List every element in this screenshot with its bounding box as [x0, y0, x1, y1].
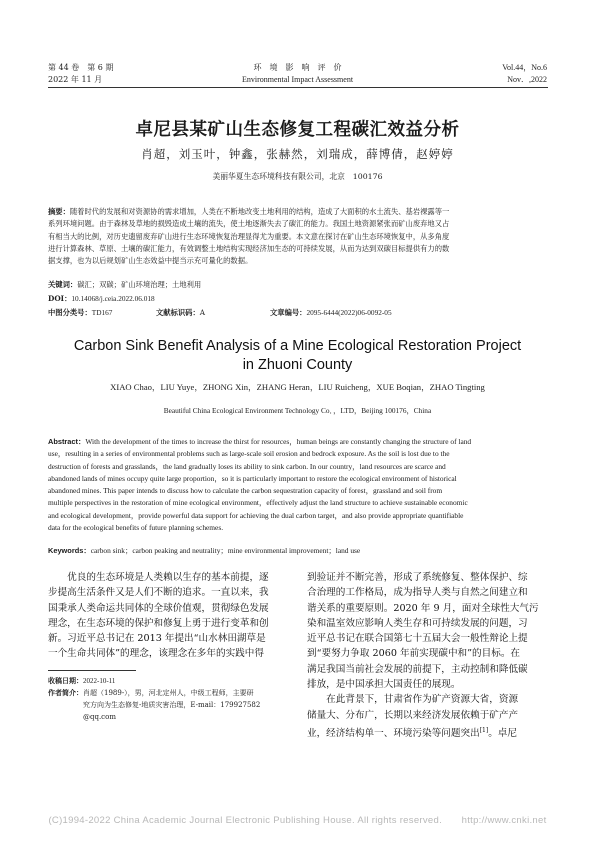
en-abstract-line: abandoned lands of mines occupy quite large proportion，so it is particularly important to restore the ecological environment of historical	[48, 473, 457, 483]
en-abstract	[48, 436, 548, 534]
body-right-column	[307, 570, 548, 741]
clc-number: 中图分类号：TD167	[48, 308, 113, 317]
article-number: 文章编号：2095-6444(2022)06-0092-05	[270, 308, 392, 317]
cn-abstract-line: 进行计算森林、草原、土壤的碳汇能力，有效调整土地结构实现经济加生态的可持续发展，从而为达到双碳目标提供有力的数	[48, 243, 450, 253]
header-journal-en: Environmental Impact Assessment	[241, 75, 354, 84]
body-line: 到“要努力争取 2060 年前实现碳中和”的目标。在	[307, 648, 521, 660]
cn-keywords-label: 关键词：	[48, 280, 78, 289]
body-line: 一个生命共同体”的理念，该理念在多年的实践中得	[48, 648, 264, 660]
en-authors: XIAO Chao，LIU Yuye，ZHONG Xin，ZHANG Heran，LIU Ruicheng，XUE Boqian，ZHAO Tingting	[110, 382, 485, 392]
cnki-watermark: (C)1994-2022 China Academic Journal Electronic Publishing House. All rights reserved. http://www.cnki.net	[48, 815, 547, 826]
en-keywords: Keywords：carbon sink；carbon peaking and neutrality；mine environmental improvement；land use	[48, 546, 361, 555]
body-line: 在此背景下，甘肃省作为矿产资源大省，资源	[307, 694, 519, 706]
header-date: 2022 年 11 月	[48, 75, 103, 84]
cn-abstract-line: 摘要：随着时代的发展和对资源协的需求增加，人类在不断地改变土地利用的结构，造成了大面积的水土流失、基岩裸露等一	[48, 207, 450, 216]
en-affiliation: Beautiful China Ecological Environment Technology Co．，LTD，Beijing 100176，China	[163, 406, 432, 415]
header-vol-no: Vol.44，No.6	[502, 63, 547, 72]
citation-ref[interactable]: [1]	[479, 726, 489, 734]
body-line: 合治理的工作格局，成为指导人类与自然之间建立和	[307, 587, 528, 599]
en-title: Carbon Sink Benefit Analysis of a Mine Ecological Restoration Project in Zhuoni County	[73, 338, 522, 373]
author-bio-line: 究方向为生态修复-地质灾害治理，E-mail：179927582	[83, 701, 261, 709]
body-line: 染和温室效应影响人类生存和可持续发展的问题，习	[307, 617, 528, 629]
author-bio-line: 肖超（1989-），男，河北定州人，中级工程师，主要研	[83, 689, 254, 697]
body-line: 满足我国当前社会发展的前提下，主动控制和降低碳	[307, 663, 528, 675]
en-abstract-line: multiple perspectives in the restoration of mine ecological environment，effectively adjust the land structure to achieve sustainable economic	[48, 498, 468, 508]
body-line: 步提高生活条件又是人们不断的追求。一直以来，我	[48, 587, 269, 599]
body-line: 排放，是中国承担大国责任的展现。	[307, 679, 461, 691]
header-volume: 第 44 卷 第 6 期	[48, 63, 114, 72]
footnote-received: 收稿日期：2022-10-11	[48, 676, 116, 685]
clc-label: 中图分类号：	[48, 308, 92, 317]
body-line: 理念，在生态环境的保护和修复上勇于进行变革和创	[48, 617, 269, 629]
received-label: 收稿日期：	[48, 676, 83, 685]
body-left-column	[48, 570, 292, 662]
header-rule	[48, 87, 548, 88]
doi	[48, 293, 155, 305]
body-line: 优良的生态环境是人类赖以生存的基本前提，逐	[48, 572, 269, 583]
cn-keywords: 关键词：碳汇；双碳；矿山环境治理；土地利用	[48, 280, 202, 289]
header-month: Nov．,2022	[507, 75, 547, 84]
article-no-label: 文章编号：	[270, 308, 307, 317]
cn-abstract-line: 系列环境问题。由于森林及草地的损毁造成土壤的流失，使土地逐渐失去了碳汇的能力。我国土地资源紧张而矿山废弃地又占	[48, 219, 450, 229]
cn-abstract-line: 有相当大的比例，对历史遗留废弃矿山进行生态环境恢复治理显得尤为重要。本文意在探讨在矿山生态环境恢复中，从多角度	[48, 231, 450, 241]
en-abstract-line: abandoned mines. This paper intends to discuss how to calculate the carbon sequestration capacity of forest，grassland and soil from	[48, 486, 443, 496]
doc-code-label: 文献标识码：	[156, 308, 200, 317]
en-abstract-line: Abstract：With the development of the times to increase the thirst for resources，human beings are constantly changing the structure of land	[48, 437, 472, 446]
en-abstract-line: use，resulting in a series of environmental problems such as large-scale soil erosion and bedrock exposure. As the soil is lost due to the	[48, 449, 450, 459]
footnote-rule	[48, 670, 136, 671]
header-journal-cn: 环 境 影 响 评 价	[253, 63, 342, 72]
body-line: 谐关系的重要原则。2020 年 9 月，面对全球性大气污	[307, 602, 539, 614]
en-abstract-label: Abstract：	[48, 437, 86, 446]
body-line: 新。习近平总书记在 2013 年提出“山水林田湖草是	[48, 633, 266, 645]
doi-link[interactable]: 10.14068/j.ceia.2022.06.018	[71, 294, 155, 303]
body-line: 业，经济结构单一、环境污染等问题突出[1]。卓尼	[307, 726, 517, 740]
body-line: 储量大、分布广，长期以来经济发展依赖于矿产产	[307, 709, 519, 721]
cn-abstract-label: 摘要：	[48, 207, 70, 216]
en-keywords-label: Keywords：	[48, 546, 91, 555]
cn-affiliation: 美丽华夏生态环境科技有限公司，北京 100176	[212, 172, 383, 181]
en-abstract-line: and ecological development，provide powerful data support for achieving the dual carbon target，and also provide appropriate quantifiable	[48, 510, 464, 520]
body-line: 到验证并不断完善，形成了系统修复、整体保护、综	[307, 572, 528, 583]
author-bio-line: @qq.com	[83, 713, 116, 721]
doc-code: 文献标识码：A	[156, 308, 206, 317]
author-bio-label: 作者简介：	[48, 688, 83, 697]
body-line: 近平总书记在联合国第七十五届大会一般性辩论上提	[307, 633, 528, 645]
footnote-author	[48, 687, 292, 723]
cn-abstract	[48, 206, 548, 267]
en-abstract-line: data for the ecological benefits of future planning schemes.	[48, 523, 224, 533]
body-line: 国秉承人类命运共同体的全球价值观，贯彻绿色发展	[48, 602, 269, 614]
cn-authors: 肖超，刘玉叶，钟鑫，张赫然，刘瑞成，薛博倩，赵婷婷	[141, 147, 454, 161]
doi-label: DOI：	[48, 294, 72, 303]
cn-abstract-line: 据支撑，也为以后规划矿山生态效益中提当示充可量化的数据。	[48, 256, 253, 266]
cn-title: 卓尼县某矿山生态修复工程碳汇效益分析	[135, 120, 460, 140]
en-abstract-line: destruction of forests and grasslands，the land gradually loses its ability to sink carbon. In our country，land resources are scarce and	[48, 461, 446, 471]
footnote	[48, 675, 292, 723]
